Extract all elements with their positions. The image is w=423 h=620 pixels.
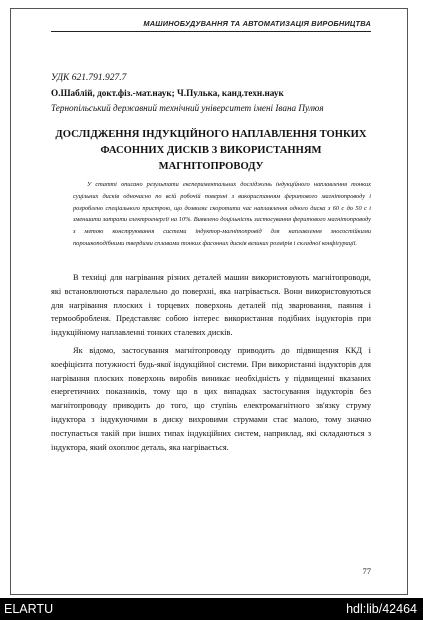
page-number: 77 (362, 566, 371, 576)
handle-link[interactable]: hdl:lib/42464 (346, 602, 417, 616)
authors: О.Шаблій, докт.фіз.-мат.наук; Ч.Пулька, канд.техн.наук (51, 88, 284, 98)
repository-label[interactable]: ELARTU (4, 602, 54, 616)
article-body (51, 271, 371, 458)
footer-bar (0, 598, 423, 620)
paper-page (10, 8, 408, 595)
header-rule (51, 31, 371, 32)
journal-header-title: МАШИНОБУДУВАННЯ ТА АВТОМАТИЗАЦІЯ ВИРОБНИЦТВА (143, 19, 371, 28)
abstract: У статті описано результати експериментальних досліджень індукційного наплавлення тонких суцільних дисків одночасно по всій робочій поверхні з використанням феритового магнітопроводу і розроблено спеціального пристрою, що дозволяє скоротити час наплавлення одного диска з 60 с до 50 с і зменшити затрати електроенергії на 10%. Виявлено доцільність застосування феритового магнітопроводу з метою конструювання системи індуктор-магнітопровід для наплавлення зносостійкими порошкоподібними твердими сплавами тонких фасонних дисків великих розмірів і складної конфігурації. (73, 181, 371, 247)
article-title: ДОСЛІДЖЕННЯ ІНДУКЦІЙНОГО НАПЛАВЛЕННЯ ТОНКИХ ФАСОННИХ ДИСКІВ З ВИКОРИСТАННЯМ МАГНІТОПРОВОДУ (55, 129, 367, 172)
paragraph: Як відомо, застосування магнітопроводу приводить до підвищення ККД і коефіцієнта потужності будь-якої індукційної системи. При використанні індукторів для нагрівання плоских поверхонь виробів виникає необхідність у підвищенні вказаних енергетичних показників, тому що в цих випадках застосування індукторів без магнітопроводу приводить до того, що ступінь електромагнітного зв'язку струму індуктора з індукуючими в диску вихровими струмами стає малою, тому значно поступається такій при інших типах індукційних систем, наприклад, які складаються з індуктора, який охоплює деталь, яка нагрівається. (51, 345, 371, 452)
affiliation: Тернопільський державний технічний університет імені Івана Пулюя (51, 103, 324, 113)
udk-code: УДК 621.791.927.7 (51, 73, 127, 83)
paragraph: В техніці для нагрівання різних деталей машин використовують магнітопроводи, які встановлюються паралельно до поверхні, яка нагрівається. Вони використовуються для нагрівання плоских і торцевих поверхонь деталей під зварювання, паяння і термообробленя. Представляє собою інтерес використання подібних індукторів при індукційному наплавленні тонких сталевих дисків. (51, 273, 371, 338)
